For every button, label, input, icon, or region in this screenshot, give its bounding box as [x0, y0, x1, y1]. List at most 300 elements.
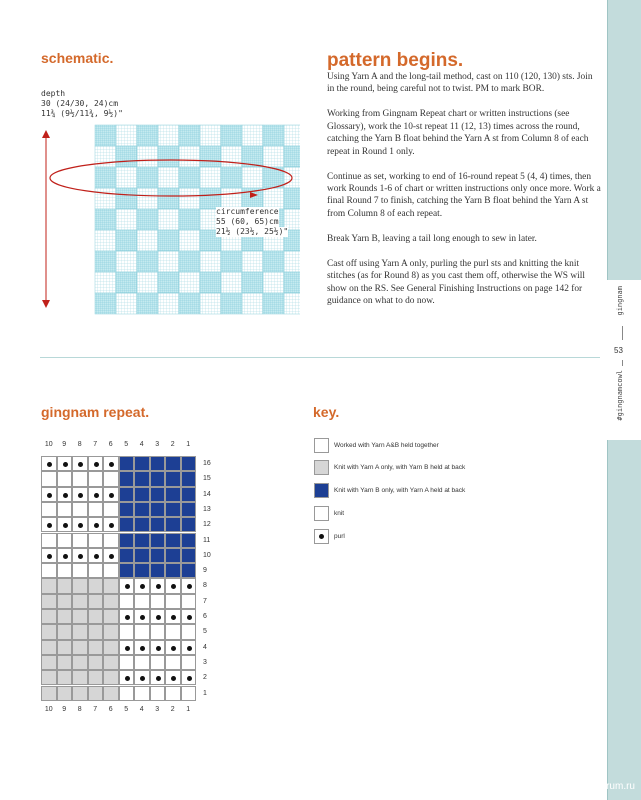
- chart-cell: [72, 487, 88, 502]
- chart-cell: [181, 517, 197, 532]
- cowl-cell: [137, 230, 158, 251]
- chart-cell: [88, 502, 104, 517]
- chart-cell: [72, 686, 88, 701]
- cowl-cell: [158, 230, 179, 251]
- chart-cell: [150, 594, 166, 609]
- chart-cell: [181, 563, 197, 578]
- cowl-cell: [263, 251, 284, 272]
- schematic-heading: schematic.: [41, 50, 114, 66]
- paragraph: Using Yarn A and the long-tail method, cast on 110 (120, 130) sts. Join in the round, being careful not to twist. PM to mark BOR.: [327, 72, 593, 95]
- circumference-in: 21½ (23½, 25½)": [216, 227, 289, 236]
- chart-cell: [150, 563, 166, 578]
- chart-cell: [57, 686, 73, 701]
- purl-dot-icon: [319, 534, 324, 539]
- row-label: 1: [203, 689, 207, 697]
- chart-cell: [150, 655, 166, 670]
- row-label: 13: [203, 505, 211, 513]
- purl-dot-icon: [156, 584, 161, 589]
- cowl-cell: [179, 125, 200, 146]
- cowl-cell: [242, 272, 263, 293]
- chart-cell: [103, 533, 119, 548]
- cowl-cell: [284, 251, 300, 272]
- chart-cell: [103, 686, 119, 701]
- chart-cell: [72, 624, 88, 639]
- cowl-cell: [116, 230, 137, 251]
- chart-cell: [150, 670, 166, 685]
- cowl-cell: [137, 146, 158, 167]
- chart-cell: [88, 686, 104, 701]
- chart-cell: [88, 471, 104, 486]
- cowl-cell: [95, 209, 116, 230]
- hashtag-label: #gingnamcowl: [616, 370, 624, 421]
- column-label: 6: [108, 705, 113, 713]
- chart-cell: [57, 533, 73, 548]
- chart-cell: [103, 670, 119, 685]
- chart-cell: [134, 456, 150, 471]
- chart-cell: [181, 471, 197, 486]
- chart-cell: [134, 609, 150, 624]
- cowl-cell: [158, 293, 179, 314]
- chart-cell: [41, 533, 57, 548]
- column-label: 2: [170, 441, 175, 448]
- chart-cell: [150, 640, 166, 655]
- cowl-cell: [242, 125, 263, 146]
- cowl-cell: [263, 272, 284, 293]
- chart-cell: [165, 502, 181, 517]
- circumference-cm: 55 (60, 65)cm: [216, 217, 279, 226]
- cowl-cell: [137, 251, 158, 272]
- purl-dot-icon: [63, 523, 68, 528]
- row-label: 10: [203, 551, 211, 559]
- paragraph: Break Yarn B, leaving a tail long enough to sew in later.: [327, 233, 537, 244]
- cowl-cell: [116, 188, 137, 209]
- purl-dot-icon: [47, 493, 52, 498]
- purl-dot-icon: [171, 676, 176, 681]
- row-label: 14: [203, 490, 211, 498]
- cowl-cell: [221, 188, 242, 209]
- cowl-cell: [263, 293, 284, 314]
- column-label: 9: [62, 705, 67, 713]
- cowl-cell: [137, 293, 158, 314]
- row-label: 15: [203, 475, 211, 483]
- chart-cell: [165, 471, 181, 486]
- column-label: 8: [77, 705, 82, 713]
- cowl-cell: [200, 251, 221, 272]
- purl-dot-icon: [109, 554, 114, 559]
- purl-dot-icon: [156, 615, 161, 620]
- chart-cell: [57, 594, 73, 609]
- chart-cell: [72, 578, 88, 593]
- chart-cell: [119, 471, 135, 486]
- key-item: [314, 438, 439, 453]
- chart-cell: [88, 487, 104, 502]
- chart-cell: [119, 502, 135, 517]
- chart-cell: [103, 517, 119, 532]
- cowl-cell: [179, 230, 200, 251]
- chart-cell: [134, 548, 150, 563]
- chart-cell: [119, 578, 135, 593]
- chart-cell: [134, 594, 150, 609]
- purl-dot-icon: [187, 615, 192, 620]
- purl-dot-icon: [125, 584, 130, 589]
- purl-dot-icon: [109, 462, 114, 467]
- cowl-cell: [242, 293, 263, 314]
- arrow-head-top: [42, 130, 50, 138]
- paragraph: Cast off using Yarn A only, purling the purl sts and knitting the knit stitches (as for Round 8) as you cast them off, otherwise the WS will show on the RS. See General Finishing Instructions on page 142 for guidance on what to do now.: [327, 258, 585, 307]
- chart-cell: [150, 548, 166, 563]
- chart-cell: [134, 686, 150, 701]
- row-label: 6: [203, 613, 207, 620]
- chart-cell: [88, 517, 104, 532]
- purl-dot-icon: [156, 676, 161, 681]
- chart-cell: [134, 517, 150, 532]
- chart-cell: [72, 471, 88, 486]
- cowl-cell: [158, 167, 179, 188]
- purl-dot-icon: [78, 554, 83, 559]
- key-heading: key.: [313, 404, 340, 420]
- cowl-cell: [158, 125, 179, 146]
- column-label: 9: [62, 441, 67, 448]
- chart-cell: [57, 609, 73, 624]
- cowl-cell: [116, 293, 137, 314]
- cowl-cell: [158, 188, 179, 209]
- chart-cell: [134, 624, 150, 639]
- chart-cell: [181, 502, 197, 517]
- key-label: knit: [334, 510, 345, 517]
- chart-cell: [41, 686, 57, 701]
- purl-dot-icon: [187, 676, 192, 681]
- row-label: 12: [203, 521, 211, 529]
- key-label: Knit with Yarn A only, with Yarn B held at back: [334, 464, 466, 471]
- cowl-cell: [116, 167, 137, 188]
- divider: [622, 360, 623, 366]
- row-label: 2: [203, 674, 207, 682]
- chart-cell: [150, 456, 166, 471]
- purl-dot-icon: [94, 462, 99, 467]
- chart-cell: [72, 533, 88, 548]
- chart-cell: [103, 578, 119, 593]
- section-divider: [40, 357, 600, 358]
- purl-dot-icon: [140, 584, 145, 589]
- chart-cell: [103, 502, 119, 517]
- purl-dot-icon: [63, 554, 68, 559]
- purl-dot-icon: [78, 462, 83, 467]
- cowl-cell: [116, 251, 137, 272]
- cowl-cell: [179, 251, 200, 272]
- chart-cell: [57, 487, 73, 502]
- chart-cell: [88, 655, 104, 670]
- key-item: [314, 529, 345, 544]
- cowl-cell: [95, 230, 116, 251]
- cowl-cell: [284, 146, 300, 167]
- white-swatch: [314, 438, 329, 453]
- chart-cell: [41, 609, 57, 624]
- chart-cell: [88, 533, 104, 548]
- cowl-cell: [263, 125, 284, 146]
- column-label: 1: [186, 441, 191, 448]
- chart-cell: [88, 456, 104, 471]
- chart-cell: [103, 548, 119, 563]
- chart-cell: [150, 578, 166, 593]
- column-label: 2: [170, 705, 175, 713]
- chart-cell: [165, 578, 181, 593]
- column-label: 4: [139, 705, 144, 713]
- chart-cell: [119, 670, 135, 685]
- chart-cell: [134, 502, 150, 517]
- chart-cell: [150, 624, 166, 639]
- chart-cell: [72, 502, 88, 517]
- purl-dot-icon: [156, 646, 161, 651]
- cowl-cell: [95, 251, 116, 272]
- chart-cell: [150, 471, 166, 486]
- key-item: [314, 483, 465, 498]
- paragraph: Continue as set, working to end of 16-round repeat 5 (4, 4) times, then work Rounds 1-6 of chart or written instructions only once more. Work a final Round 7 to finish, catching the Yarn B float behind the Yarn A st from Column 8 of each repeat.: [327, 171, 601, 219]
- chart-cell: [103, 594, 119, 609]
- chart-cell: [181, 609, 197, 624]
- column-label: 6: [108, 441, 113, 448]
- purl-dot-icon: [140, 615, 145, 620]
- cowl-cell: [284, 272, 300, 293]
- chart-cell: [181, 624, 197, 639]
- chart-cell: [88, 609, 104, 624]
- cowl-cell: [200, 146, 221, 167]
- column-label: 4: [139, 441, 144, 448]
- blue-swatch: [314, 483, 329, 498]
- chart-cell: [134, 487, 150, 502]
- chart-cell: [72, 640, 88, 655]
- purl-dot-icon: [94, 493, 99, 498]
- chart-cell: [119, 655, 135, 670]
- purl-dot-icon: [94, 523, 99, 528]
- chart-cell: [119, 640, 135, 655]
- row-label: 8: [203, 582, 207, 590]
- chart-cell: [57, 502, 73, 517]
- cowl-cell: [284, 125, 300, 146]
- purl-dot-icon: [171, 646, 176, 651]
- cowl-cell: [179, 188, 200, 209]
- chart-cell: [72, 594, 88, 609]
- depth-label: depth: [41, 89, 66, 98]
- column-label: 5: [124, 705, 129, 713]
- purl-dot-icon: [109, 523, 114, 528]
- chart-cell: [103, 471, 119, 486]
- cowl-cell: [158, 251, 179, 272]
- column-label: 1: [186, 705, 191, 713]
- cowl-cell: [200, 125, 221, 146]
- chart-cell: [181, 670, 197, 685]
- chart-cell: [119, 533, 135, 548]
- chart-cell: [41, 456, 57, 471]
- purl-dot-icon: [63, 493, 68, 498]
- purl-dot-icon: [140, 646, 145, 651]
- chart-cell: [57, 640, 73, 655]
- key-label: purl: [334, 533, 345, 540]
- cowl-cell: [116, 272, 137, 293]
- chart-cell: [119, 686, 135, 701]
- chart-cell: [88, 624, 104, 639]
- chart-cell: [119, 517, 135, 532]
- cowl-cell: [200, 272, 221, 293]
- cowl-cell: [200, 167, 221, 188]
- key-item: [314, 506, 344, 521]
- purl-swatch: [314, 529, 329, 544]
- cowl-cell: [137, 188, 158, 209]
- cowl-cell: [179, 293, 200, 314]
- purl-dot-icon: [171, 584, 176, 589]
- chart-cell: [134, 670, 150, 685]
- chart-cell: [103, 624, 119, 639]
- cowl-cell: [158, 209, 179, 230]
- cowl-cell: [95, 125, 116, 146]
- column-label: 7: [93, 441, 98, 448]
- chart-cell: [165, 655, 181, 670]
- purl-dot-icon: [78, 523, 83, 528]
- chart-cell: [103, 563, 119, 578]
- row-label: 11: [203, 536, 211, 544]
- chart-cell: [134, 471, 150, 486]
- chart-cell: [165, 456, 181, 471]
- column-label: 3: [155, 705, 160, 713]
- chart-cell: [57, 655, 73, 670]
- chart-cell: [41, 517, 57, 532]
- purl-dot-icon: [125, 615, 130, 620]
- chart-cell: [119, 487, 135, 502]
- chart-cell: [165, 640, 181, 655]
- chart-cell: [72, 655, 88, 670]
- chart-cell: [150, 517, 166, 532]
- cowl-cell: [284, 293, 300, 314]
- cowl-cell: [137, 209, 158, 230]
- cowl-cell: [221, 251, 242, 272]
- purl-dot-icon: [187, 584, 192, 589]
- cowl-cell: [116, 125, 137, 146]
- purl-dot-icon: [125, 676, 130, 681]
- cowl-cell: [179, 146, 200, 167]
- chart-cell: [150, 502, 166, 517]
- chart-cell: [103, 487, 119, 502]
- chart-cell: [150, 533, 166, 548]
- page-number: 53: [614, 346, 623, 355]
- cowl-cell: [95, 167, 116, 188]
- chart-cell: [41, 640, 57, 655]
- chart-cell: [88, 594, 104, 609]
- chart-cell: [57, 517, 73, 532]
- chart-cell: [165, 517, 181, 532]
- chart-cell: [88, 578, 104, 593]
- depth-in: 11¾ (9½/11¾, 9½)": [41, 109, 123, 118]
- cowl-cell: [95, 272, 116, 293]
- chart-cell: [41, 624, 57, 639]
- cowl-cell: [158, 272, 179, 293]
- chart-cell: [57, 548, 73, 563]
- chart-cell: [41, 670, 57, 685]
- column-label: 5: [124, 441, 129, 448]
- purl-dot-icon: [47, 523, 52, 528]
- chart-cell: [181, 456, 197, 471]
- purl-dot-icon: [47, 462, 52, 467]
- purl-dot-icon: [63, 462, 68, 467]
- chart-cell: [41, 578, 57, 593]
- cowl-cell: [263, 188, 284, 209]
- chart-cell: [134, 563, 150, 578]
- chart-cell: [181, 640, 197, 655]
- purl-dot-icon: [140, 676, 145, 681]
- section-label: gingnam: [616, 286, 624, 316]
- column-label: 10: [44, 441, 53, 448]
- chart-cell: [150, 686, 166, 701]
- row-label: 7: [203, 597, 207, 605]
- cowl-cell: [179, 167, 200, 188]
- cowl-cell: [200, 188, 221, 209]
- chart-cell: [41, 563, 57, 578]
- chart-cell: [41, 471, 57, 486]
- chart-cell: [134, 640, 150, 655]
- chart-cell: [72, 517, 88, 532]
- chart-cell: [72, 456, 88, 471]
- cowl-cell: [116, 146, 137, 167]
- chart-cell: [181, 686, 197, 701]
- cowl-cell: [221, 125, 242, 146]
- circumference-label: circumference: [216, 207, 279, 216]
- chart-cell: [181, 594, 197, 609]
- chart-cell: [181, 533, 197, 548]
- chart-cell: [57, 563, 73, 578]
- row-label: 5: [203, 628, 207, 636]
- chart-cell: [103, 655, 119, 670]
- chart-cell: [57, 471, 73, 486]
- chart-cell: [72, 670, 88, 685]
- row-label: 3: [203, 658, 207, 666]
- chart-cell: [41, 594, 57, 609]
- chart-cell: [165, 563, 181, 578]
- pattern-heading: pattern begins.: [327, 50, 464, 71]
- row-label: 16: [203, 460, 211, 467]
- purl-dot-icon: [109, 493, 114, 498]
- chart-cell: [103, 640, 119, 655]
- column-label: 7: [93, 705, 98, 713]
- chart-cell: [165, 533, 181, 548]
- chart-cell: [41, 548, 57, 563]
- chart-cell: [72, 563, 88, 578]
- divider: [622, 326, 623, 340]
- purl-dot-icon: [187, 646, 192, 651]
- chart-cell: [119, 548, 135, 563]
- chart-cell: [181, 487, 197, 502]
- chart-cell: [88, 670, 104, 685]
- chart-cell: [72, 609, 88, 624]
- chart-cell: [88, 640, 104, 655]
- chart-cell: [165, 624, 181, 639]
- chart-cell: [134, 655, 150, 670]
- chart-cell: [41, 502, 57, 517]
- chart-cell: [88, 548, 104, 563]
- cowl-cell: [95, 188, 116, 209]
- cowl-cell: [116, 209, 137, 230]
- cowl-cell: [137, 167, 158, 188]
- pattern-instructions: [327, 71, 602, 320]
- purl-dot-icon: [78, 493, 83, 498]
- chart-cell: [165, 609, 181, 624]
- cowl-cell: [179, 209, 200, 230]
- chart-cell: [119, 594, 135, 609]
- chart-cell: [103, 456, 119, 471]
- grey-swatch: [314, 460, 329, 475]
- chart-cell: [165, 686, 181, 701]
- cowl-cell: [179, 272, 200, 293]
- chart-cell: [57, 670, 73, 685]
- chart-cell: [57, 578, 73, 593]
- chart-cell: [119, 456, 135, 471]
